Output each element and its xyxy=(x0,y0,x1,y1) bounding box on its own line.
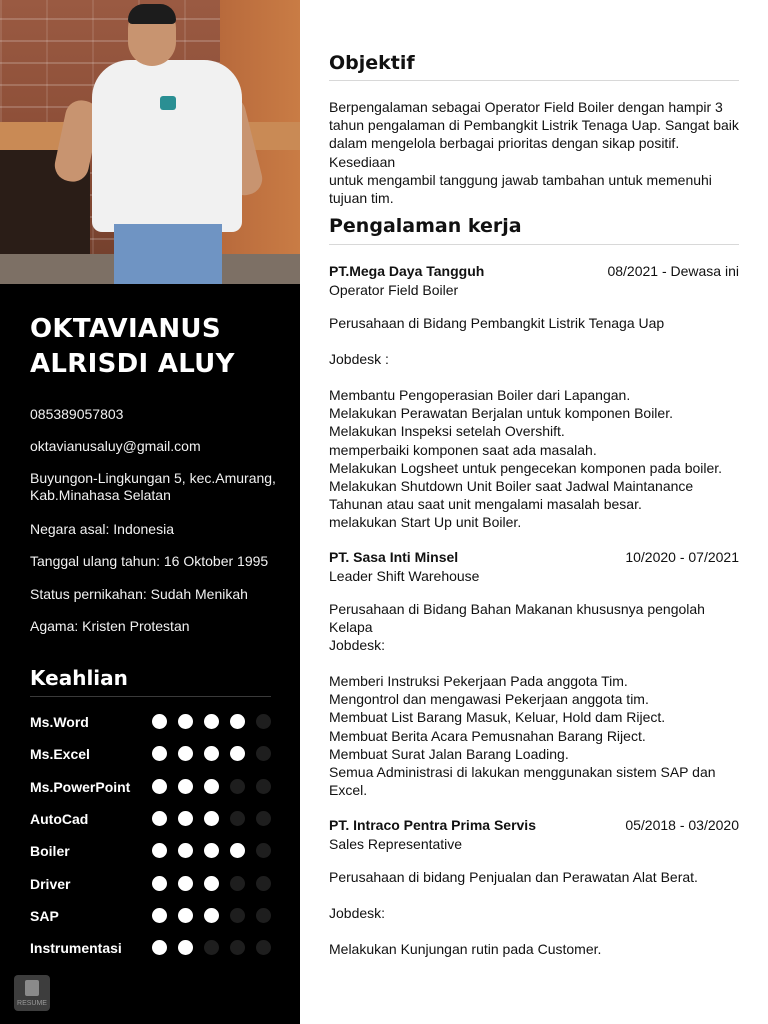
job-date: 10/2020 - 07/2021 xyxy=(625,549,739,565)
rating-dot xyxy=(178,746,193,761)
rating-dot xyxy=(178,876,193,891)
religion: Agama: Kristen Protestan xyxy=(30,618,190,634)
rating-dot xyxy=(204,940,219,955)
job-duties xyxy=(329,940,739,958)
duty-item: Tahunan atau saat unit mengalami masalah besar. xyxy=(329,496,642,513)
objective-heading: Objektif xyxy=(329,52,415,74)
rating-dot xyxy=(178,908,193,923)
skill-row xyxy=(30,809,275,829)
skill-name: Instrumentasi xyxy=(30,940,122,956)
job-company: PT.Mega Daya Tangguh xyxy=(329,263,485,279)
objective-line: Berpengalaman sebagai Operator Field Boiler dengan hampir 3 xyxy=(329,99,723,115)
rating-dot xyxy=(204,746,219,761)
objective-line: untuk mengambil tanggung jawab tambahan untuk memenuhi xyxy=(329,171,712,188)
job-date: 08/2021 - Dewasa ini xyxy=(607,263,739,279)
experience-divider xyxy=(329,244,739,245)
skill-rating xyxy=(152,843,271,858)
duty-item: Mengontrol dan mengawasi Pekerjaan anggota tim. xyxy=(329,691,649,708)
rating-dot xyxy=(230,746,245,761)
marital-status: Status pernikahan: Sudah Menikah xyxy=(30,586,248,602)
jobdesk-label: Jobdesk: xyxy=(329,637,386,653)
skill-name: Ms.PowerPoint xyxy=(30,779,131,795)
duty-item: Memberi Instruksi Pekerjaan Pada anggota Tim. xyxy=(329,673,628,689)
rating-dot xyxy=(256,908,271,923)
skill-row xyxy=(30,777,275,797)
job-company: PT. Sasa Inti Minsel xyxy=(329,549,459,565)
skill-rating xyxy=(152,746,271,761)
rating-dot xyxy=(204,714,219,729)
job-company: PT. Intraco Pentra Prima Servis xyxy=(329,817,536,833)
home-address: Buyungon-Lingkungan 5, kec.Amurang, Kab.Minahasa Selatan xyxy=(30,470,276,503)
objective-divider xyxy=(329,80,739,81)
duty-item: Melakukan Inspeksi setelah Overshift. xyxy=(329,423,565,440)
rating-dot xyxy=(152,908,167,923)
skill-rating xyxy=(152,811,271,826)
rating-dot xyxy=(152,746,167,761)
job-date: 05/2018 - 03/2020 xyxy=(625,817,739,833)
skills-divider xyxy=(30,696,271,697)
rating-dot xyxy=(230,940,245,955)
rating-dot xyxy=(256,876,271,891)
duty-item: Melakukan Shutdown Unit Boiler saat Jadwal Maintanance xyxy=(329,478,694,495)
rating-dot xyxy=(256,714,271,729)
rating-dot xyxy=(152,876,167,891)
duty-item: Melakukan Logsheet untuk pengecekan komponen pada boiler. xyxy=(329,459,723,476)
skill-name: AutoCad xyxy=(30,811,89,827)
skill-row xyxy=(30,874,275,894)
objective-text xyxy=(329,98,739,207)
email-address: oktavianusaluy@gmail.com xyxy=(30,438,201,454)
rating-dot xyxy=(256,811,271,826)
sidebar xyxy=(0,0,300,1024)
rating-dot xyxy=(230,843,245,858)
skill-name: Driver xyxy=(30,876,71,892)
rating-dot xyxy=(256,746,271,761)
duty-item: Melakukan Kunjungan rutin pada Customer. xyxy=(329,941,602,957)
phone-number: 085389057803 xyxy=(30,406,124,422)
rating-dot xyxy=(204,811,219,826)
rating-dot xyxy=(230,714,245,729)
rating-dot xyxy=(152,843,167,858)
duty-item: Excel. xyxy=(329,782,368,799)
duty-item: Membuat List Barang Masuk, Keluar, Hold dam Riject. xyxy=(329,709,666,726)
skill-name: Ms.Word xyxy=(30,714,89,730)
skills-heading: Keahlian xyxy=(30,666,128,690)
job-description: Perusahaan di bidang Penjualan dan Perawatan Alat Berat. xyxy=(329,869,698,885)
rating-dot xyxy=(204,908,219,923)
rating-dot xyxy=(178,843,193,858)
rating-dot xyxy=(204,876,219,891)
skill-rating xyxy=(152,876,271,891)
job-description: Perusahaan di Bidang Pembangkit Listrik Tenaga Uap xyxy=(329,315,665,331)
rating-dot xyxy=(230,876,245,891)
objective-line: tujuan tim. xyxy=(329,190,394,207)
objective-line: tahun pengalaman di Pembangkit Listrik Tenaga Uap. Sangat baik xyxy=(329,117,739,134)
skill-rating xyxy=(152,714,271,729)
skill-row xyxy=(30,841,275,861)
rating-dot xyxy=(178,714,193,729)
duty-item: Membuat Berita Acara Pemusnahan Barang Riject. xyxy=(329,727,646,744)
rating-dot xyxy=(152,811,167,826)
skill-row xyxy=(30,712,275,732)
rating-dot xyxy=(230,908,245,923)
duty-item: Membuat Surat Jalan Barang Loading. xyxy=(329,745,569,762)
duty-item: Semua Administrasi di lakukan menggunakan sistem SAP dan xyxy=(329,764,716,781)
skill-rating xyxy=(152,908,271,923)
rating-dot xyxy=(256,843,271,858)
job-duties xyxy=(329,672,739,799)
duty-item: Membantu Pengoperasian Boiler dari Lapangan. xyxy=(329,387,631,403)
rating-dot xyxy=(178,779,193,794)
resume-icon xyxy=(14,975,50,1011)
nationality: Negara asal: Indonesia xyxy=(30,521,174,537)
skill-row xyxy=(30,938,275,958)
rating-dot xyxy=(178,811,193,826)
rating-dot xyxy=(204,779,219,794)
skill-rating xyxy=(152,779,271,794)
skill-rating xyxy=(152,940,271,955)
duty-item: memperbaiki komponen saat ada masalah. xyxy=(329,441,597,458)
jobdesk-label: Jobdesk : xyxy=(329,351,389,367)
rating-dot xyxy=(178,940,193,955)
rating-dot xyxy=(230,779,245,794)
rating-dot xyxy=(152,714,167,729)
job-description: Perusahaan di Bidang Bahan Makanan khususnya pengolah Kelapa xyxy=(329,601,705,636)
jobdesk-label: Jobdesk: xyxy=(329,905,386,921)
profile-photo xyxy=(0,0,300,284)
birth-date: Tanggal ulang tahun: 16 Oktober 1995 xyxy=(30,553,269,569)
experience-heading: Pengalaman kerja xyxy=(329,215,522,237)
rating-dot xyxy=(152,940,167,955)
rating-dot xyxy=(152,779,167,794)
rating-dot xyxy=(204,843,219,858)
duty-item: melakukan Start Up unit Boiler. xyxy=(329,514,522,531)
skill-row xyxy=(30,906,275,926)
duty-item: Melakukan Perawatan Berjalan untuk komponen Boiler. xyxy=(329,405,673,422)
job-duties xyxy=(329,386,739,532)
badge-label: RESUME xyxy=(17,1000,47,1007)
objective-line: dalam mengelola berbagai prioritas dengan sikap positif. Kesediaan xyxy=(329,135,680,170)
rating-dot xyxy=(256,940,271,955)
skill-name: Boiler xyxy=(30,843,70,859)
job-role: Leader Shift Warehouse xyxy=(329,568,480,584)
skill-name: Ms.Excel xyxy=(30,746,90,762)
job-role: Operator Field Boiler xyxy=(329,282,459,298)
skill-row xyxy=(30,744,275,764)
candidate-name: OKTAVIANUS ALRISDI ALUY xyxy=(30,314,235,379)
rating-dot xyxy=(230,811,245,826)
job-role: Sales Representative xyxy=(329,836,463,852)
skill-name: SAP xyxy=(30,908,59,924)
rating-dot xyxy=(256,779,271,794)
